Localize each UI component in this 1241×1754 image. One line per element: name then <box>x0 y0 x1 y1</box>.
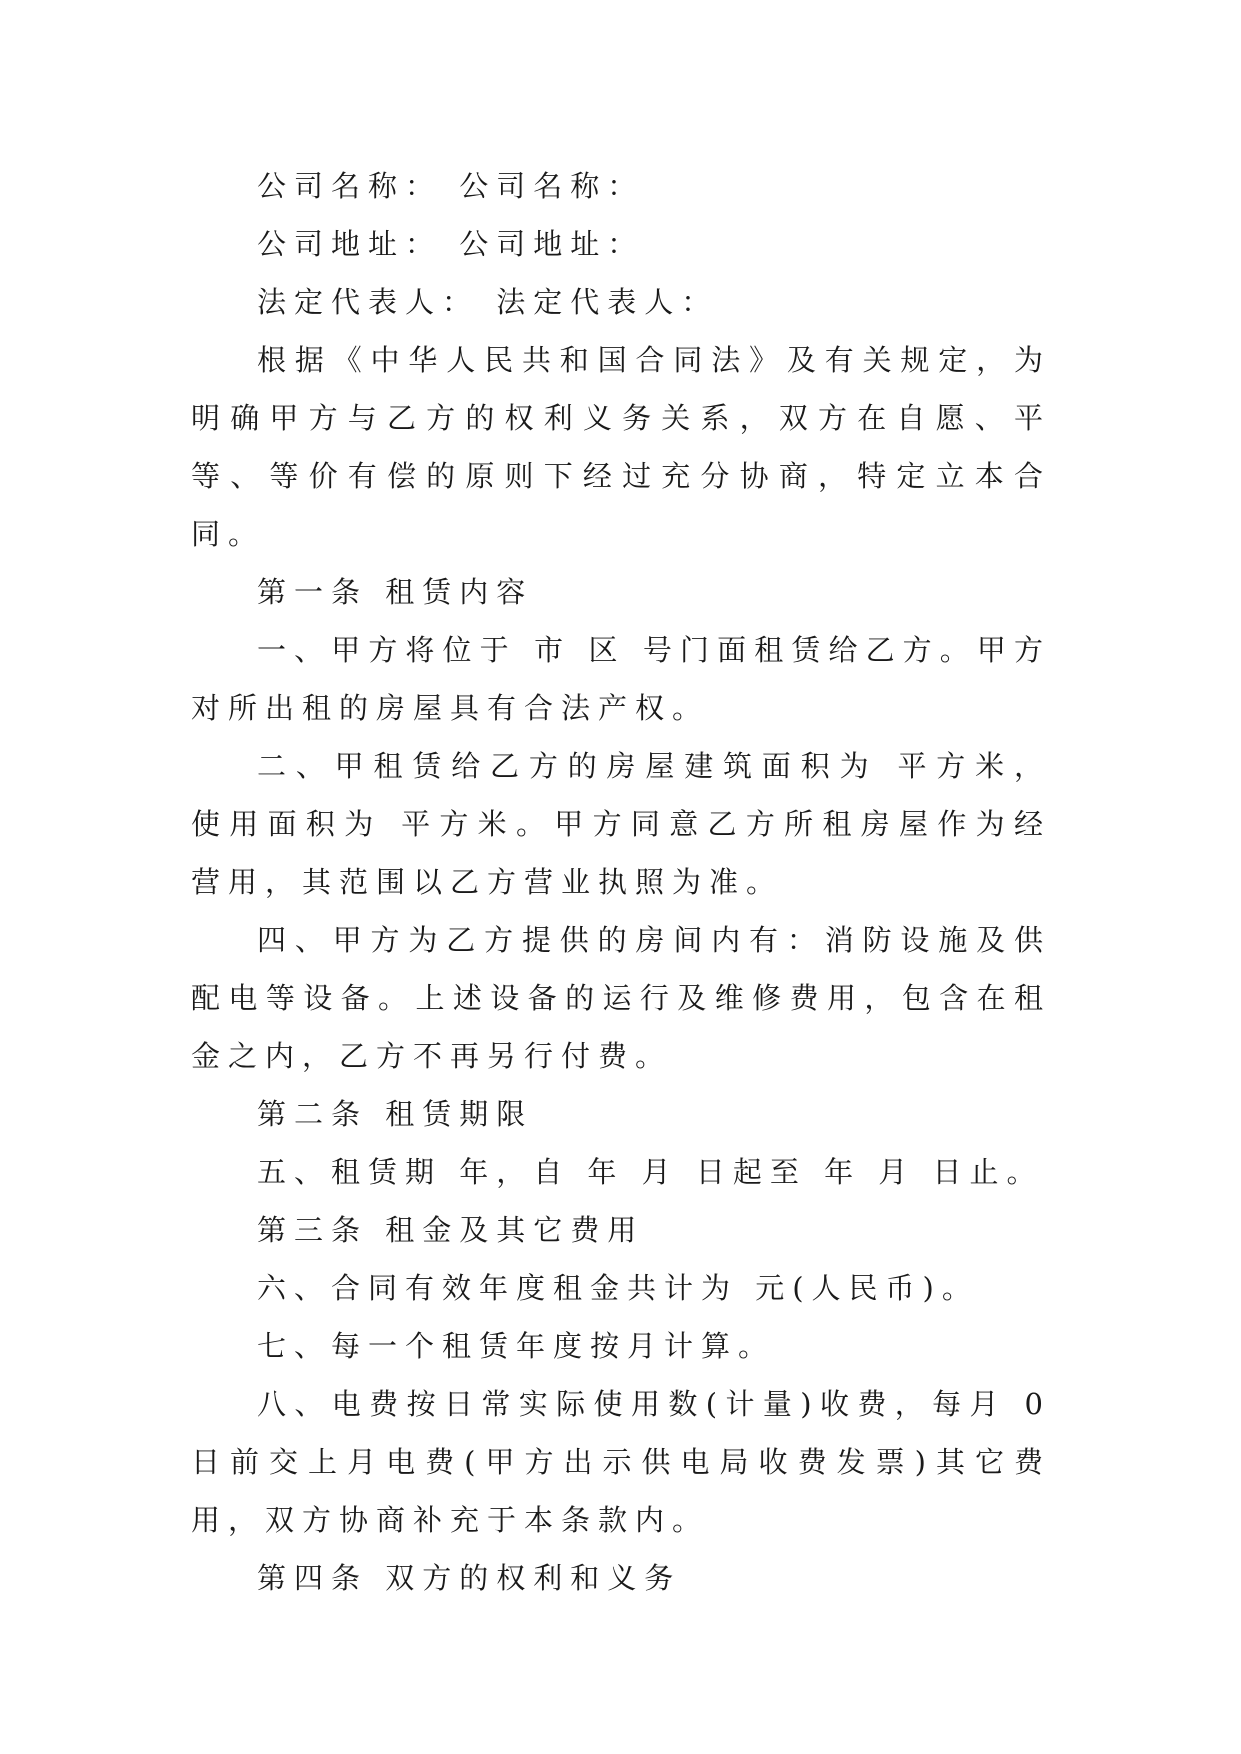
clause-5-paragraph: 五、租赁期 年，自 年 月 日起至 年 月 日止。 <box>257 1155 1044 1189</box>
article-4-heading: 第四条 双方的权利和义务 <box>257 1561 682 1595</box>
preamble-paragraph: 根据《中华人民共和国合同法》及有关规定，为明确甲方与乙方的权利义务关系，双方在自愿、平等、等价有偿的原则下经过充分协商，特定立本合同。 <box>191 343 1051 551</box>
article-3-heading: 第三条 租金及其它费用 <box>257 1213 645 1247</box>
legal-representative-line: 法定代表人： 法定代表人： <box>257 285 719 319</box>
company-address-line: 公司地址： 公司地址： <box>257 227 645 261</box>
article-2-heading: 第二条 租赁期限 <box>257 1097 534 1131</box>
clause-2-paragraph: 二、甲租赁给乙方的房屋建筑面积为 平方米，使用面积为 平方米。甲方同意乙方所租房屋作为经营用，其范围以乙方营业执照为准。 <box>191 749 1051 899</box>
clause-4-paragraph: 四、甲方为乙方提供的房间内有：消防设施及供配电等设备。上述设备的运行及维修费用，包含在租金之内，乙方不再另行付费。 <box>191 923 1051 1073</box>
clause-7-paragraph: 七、每一个租赁年度按月计算。 <box>257 1329 776 1363</box>
clause-6-paragraph: 六、合同有效年度租金共计为 元(人民币)。 <box>257 1271 979 1305</box>
company-name-line: 公司名称： 公司名称： <box>257 169 645 203</box>
document-body <box>191 157 1051 1607</box>
clause-1-paragraph: 一、甲方将位于 市 区 号门面租赁给乙方。甲方对所出租的房屋具有合法产权。 <box>191 633 1051 725</box>
clause-8-paragraph: 八、电费按日常实际使用数(计量)收费，每月 0日前交上月电费(甲方出示供电局收费发票)其它费用，双方协商补充于本条款内。 <box>191 1387 1051 1537</box>
article-1-heading: 第一条 租赁内容 <box>257 575 534 609</box>
